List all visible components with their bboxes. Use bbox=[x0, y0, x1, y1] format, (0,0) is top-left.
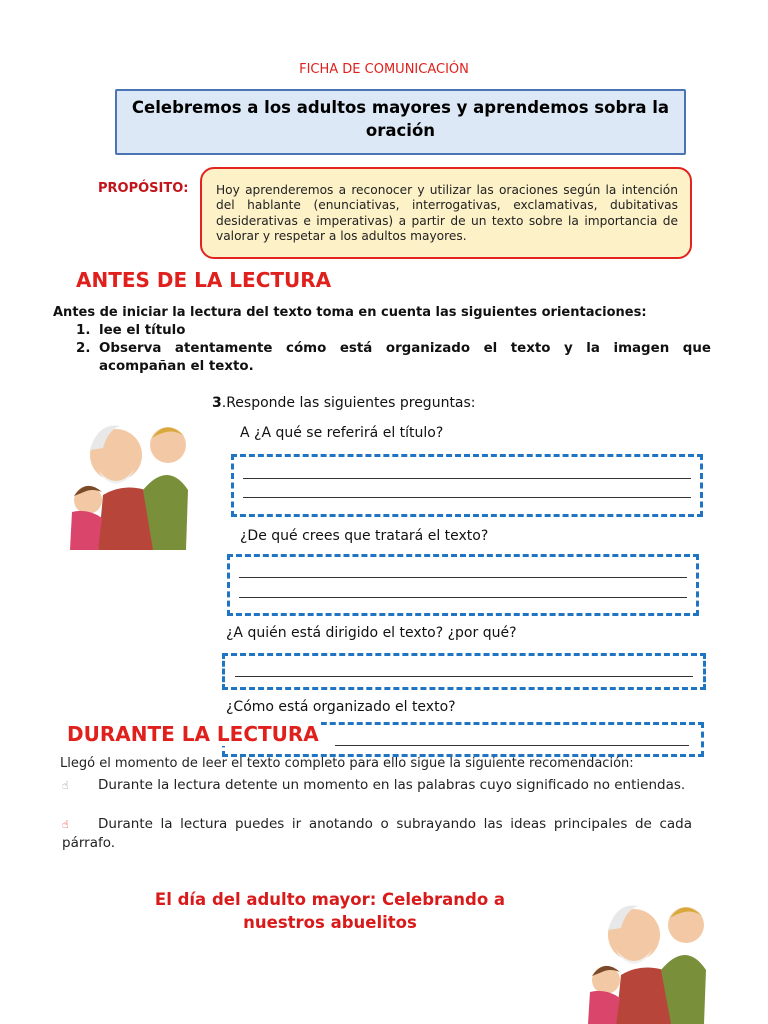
bullet-item bbox=[62, 776, 692, 795]
purpose-box bbox=[200, 167, 692, 259]
section-heading-before: ANTES DE LA LECTURA bbox=[76, 268, 332, 292]
question-a: A ¿A qué se referirá el título? bbox=[240, 425, 444, 441]
question-b: ¿De qué crees que tratará el texto? bbox=[240, 528, 489, 544]
during-intro: Llegó el momento de leer el texto completo para ello sigue la siguiente recomendación: bbox=[60, 756, 634, 770]
answer-line bbox=[243, 497, 691, 498]
reading-title: El día del adulto mayor: Celebrando a nuestros abuelitos bbox=[154, 890, 506, 932]
section-heading-during: DURANTE LA LECTURA bbox=[67, 722, 319, 746]
answer-line bbox=[243, 478, 691, 479]
answer-box-c[interactable] bbox=[222, 653, 706, 690]
pointing-hand-icon: ☝ bbox=[62, 818, 69, 831]
before-intro: Antes de iniciar la lectura del texto toma en cuenta las siguientes orientaciones: bbox=[53, 305, 647, 320]
question-d: ¿Cómo está organizado el texto? bbox=[226, 699, 456, 715]
answer-line bbox=[239, 577, 687, 578]
list-number: 1. bbox=[76, 323, 91, 338]
list-item: Observa atentamente cómo está organizado el texto y la imagen que acompañan el texto. bbox=[99, 341, 711, 374]
question-3-intro bbox=[212, 395, 476, 411]
pointing-hand-icon: ☝ bbox=[62, 779, 69, 792]
title-box bbox=[115, 89, 686, 155]
question-number: 3 bbox=[212, 395, 222, 411]
grandparents-illustration bbox=[58, 400, 198, 550]
worksheet-header: FICHA DE COMUNICACIÓN bbox=[299, 62, 469, 77]
bullet-item bbox=[62, 815, 692, 853]
question-intro-text: .Responde las siguientes preguntas: bbox=[221, 395, 476, 411]
question-c: ¿A quién está dirigido el texto? ¿por qué? bbox=[226, 625, 517, 641]
answer-line bbox=[235, 676, 693, 677]
purpose-label: PROPÓSITO: bbox=[98, 181, 189, 196]
answer-line bbox=[335, 745, 689, 746]
page-title: Celebremos a los adultos mayores y aprendemos sobra la oración bbox=[131, 98, 670, 140]
bullet-text: Durante la lectura puedes ir anotando o subrayando las ideas principales de cada párrafo. bbox=[62, 816, 692, 851]
answer-box-a[interactable] bbox=[231, 454, 703, 517]
bullet-text: Durante la lectura detente un momento en las palabras cuyo significado no entiendas. bbox=[98, 777, 686, 793]
list-number: 2. bbox=[76, 341, 91, 356]
during-intro-clip bbox=[60, 752, 700, 770]
list-item: lee el título bbox=[99, 323, 186, 338]
grandparents-illustration bbox=[576, 880, 716, 1024]
answer-line bbox=[239, 597, 687, 598]
answer-box-b[interactable] bbox=[227, 554, 699, 616]
purpose-text: Hoy aprenderemos a reconocer y utilizar las oraciones según la intención del hablante (enunciativas, interrogativas, exclamativas, dubitativas desiderativas e imperativas) a partir de un texto sobre la importancia de valorar y respetar a los adultos mayores. bbox=[216, 183, 678, 243]
